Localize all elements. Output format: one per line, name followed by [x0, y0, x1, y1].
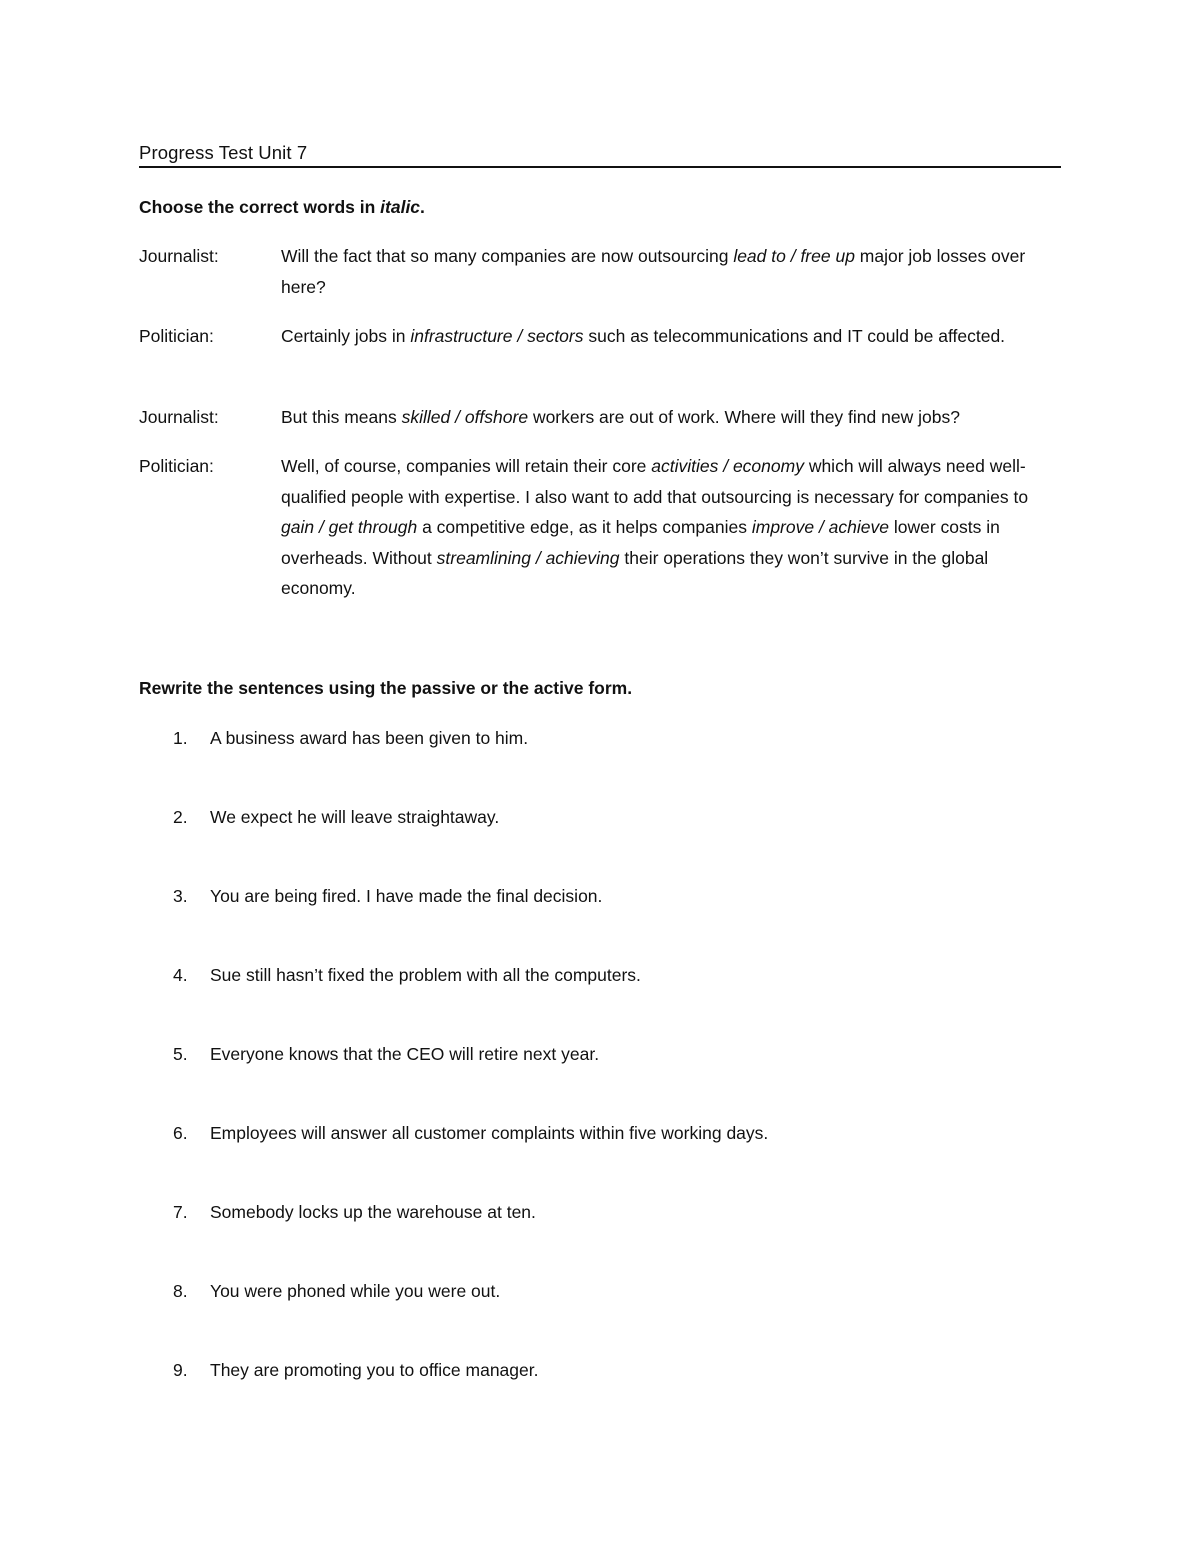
speech-text: [281, 402, 1081, 433]
item-text: Everyone knows that the CEO will retire next year.: [210, 1044, 600, 1064]
item-text: Sue still hasn’t fixed the problem with all the computers.: [210, 965, 641, 985]
speech-part: which will always need well-qualified people with expertise. I also want to add that outsourcing is necessary for companies to: [281, 456, 1029, 507]
speech-text: [281, 321, 1061, 352]
answer-choice: skilled / offshore: [401, 407, 529, 427]
item-number: 7.: [173, 1202, 188, 1222]
speech-part: major job losses over here?: [281, 246, 1026, 297]
section1-heading-italic: italic: [380, 197, 421, 217]
speech-part: such as telecommunications and IT could be affected.: [583, 326, 1006, 346]
item-text: Employees will answer all customer complaints within five working days.: [210, 1123, 769, 1143]
item-number: 3.: [173, 886, 188, 906]
item-text: You were phoned while you were out.: [210, 1281, 501, 1301]
speech-part: a competitive edge, as it helps companies: [417, 517, 752, 537]
item-number: 1.: [173, 728, 188, 748]
item-number: 4.: [173, 965, 188, 985]
speaker-label: Journalist:: [139, 246, 219, 266]
section1-heading-suffix: .: [420, 197, 425, 217]
speech-text: [281, 451, 1061, 604]
speech-part: workers are out of work. Where will they find new jobs?: [528, 407, 960, 427]
page-title: Progress Test Unit 7: [139, 142, 308, 163]
item-text: Somebody locks up the warehouse at ten.: [210, 1202, 536, 1222]
speech-part: But this means: [281, 407, 402, 427]
item-number: 9.: [173, 1360, 188, 1380]
speech-part: Well, of course, companies will retain their core: [281, 456, 652, 476]
speaker-label: Journalist:: [139, 407, 219, 427]
answer-choice: infrastructure / sectors: [410, 326, 584, 346]
item-text: They are promoting you to office manager.: [210, 1360, 539, 1380]
answer-choice: streamlining / achieving: [436, 547, 620, 568]
speech-part: Will the fact that so many companies are now outsourcing: [281, 246, 734, 266]
item-text: A business award has been given to him.: [210, 728, 529, 748]
speaker-label: Politician:: [139, 456, 214, 476]
answer-choice: gain / get through: [281, 517, 418, 537]
item-number: 2.: [173, 807, 188, 827]
item-number: 6.: [173, 1123, 188, 1143]
answer-choice: activities / economy: [651, 456, 804, 476]
speech-part: their operations they won’t survive in the global economy.: [281, 547, 989, 598]
speaker-label: Politician:: [139, 326, 214, 346]
item-text: We expect he will leave straightaway.: [210, 807, 500, 827]
speech-part: Certainly jobs in: [281, 326, 411, 346]
title-underline: [139, 166, 1061, 168]
section1-heading-text: Choose the correct words in: [139, 197, 381, 217]
answer-choice: improve / achieve: [751, 517, 890, 537]
item-number: 8.: [173, 1281, 188, 1301]
speech-text: [281, 241, 1061, 302]
section2-heading: Rewrite the sentences using the passive or the active form.: [139, 678, 633, 698]
item-number: 5.: [173, 1044, 188, 1064]
section1-heading: [139, 195, 425, 219]
item-text: You are being fired. I have made the final decision.: [210, 886, 603, 906]
answer-choice: lead to / free up: [733, 246, 855, 266]
speech-part: lower costs in overheads. Without: [281, 517, 1000, 568]
